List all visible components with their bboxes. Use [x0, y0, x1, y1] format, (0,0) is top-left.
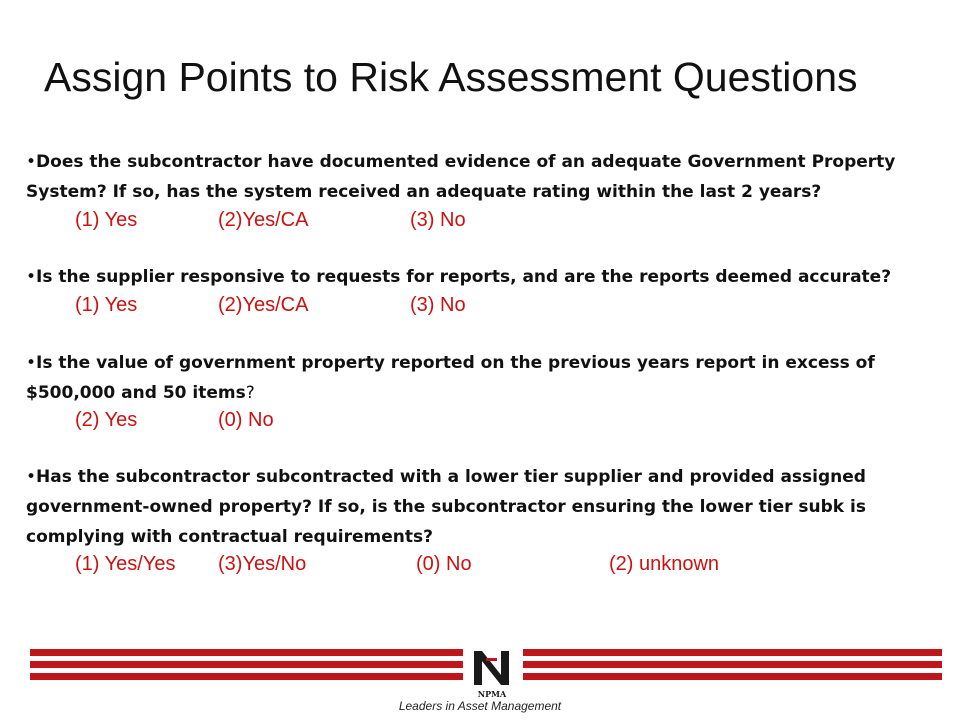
answer-options-3 — [0, 409, 960, 435]
stripe — [523, 661, 942, 668]
stripe — [30, 649, 463, 656]
question-text: Does the subcontractor have documented evidence of an adequate Government Property System? If so, has the system received an adequate rating within the last 2 years? — [26, 152, 896, 202]
option: (0) No — [416, 553, 472, 575]
stripe — [30, 661, 463, 668]
bullet: • — [26, 152, 37, 172]
option: (1) Yes/Yes — [75, 553, 176, 575]
question-text: Is the value of government property reported on the previous years report in excess of $500,000 and 50 items — [26, 353, 875, 403]
option: (2) Yes — [75, 409, 138, 431]
option: (3)Yes/No — [218, 553, 307, 575]
question-1 — [26, 147, 936, 207]
footer-tagline: Leaders in Asset Management — [398, 699, 562, 713]
option: (3) No — [410, 294, 466, 316]
answer-options-2 — [0, 294, 960, 320]
option: (2)Yes/CA — [218, 294, 309, 316]
logo-text: NPMA — [477, 689, 507, 699]
answer-options-1 — [0, 209, 960, 235]
option: (1) Yes — [75, 294, 138, 316]
option: (2)Yes/CA — [218, 209, 309, 231]
answer-options-4 — [0, 553, 960, 579]
slide-title: Assign Points to Risk Assessment Questions — [44, 54, 858, 100]
question-4 — [26, 462, 936, 552]
npma-logo — [466, 648, 518, 700]
question-text: Has the subcontractor subcontracted with a lower tier supplier and provided assigned government-owned property? If so, is the subcontractor ensuring the lower tier subk is complying with contractual requirements? — [26, 467, 866, 547]
option: (3) No — [410, 209, 466, 231]
stripe — [523, 673, 942, 680]
bullet: • — [26, 267, 37, 287]
stripe — [523, 649, 942, 656]
stripe — [30, 673, 463, 680]
option: (2) unknown — [609, 553, 720, 575]
bullet: • — [26, 467, 37, 487]
question-3: •Is the value of government property reported on the previous years report in excess of $500,000 and 50 items? — [26, 353, 875, 403]
question-text: Is the supplier responsive to requests for reports, and are the reports deemed accurate? — [36, 267, 892, 287]
option: (0) No — [218, 409, 274, 431]
question-2 — [26, 262, 936, 292]
option: (1) Yes — [75, 209, 138, 231]
bullet: • — [26, 353, 37, 373]
